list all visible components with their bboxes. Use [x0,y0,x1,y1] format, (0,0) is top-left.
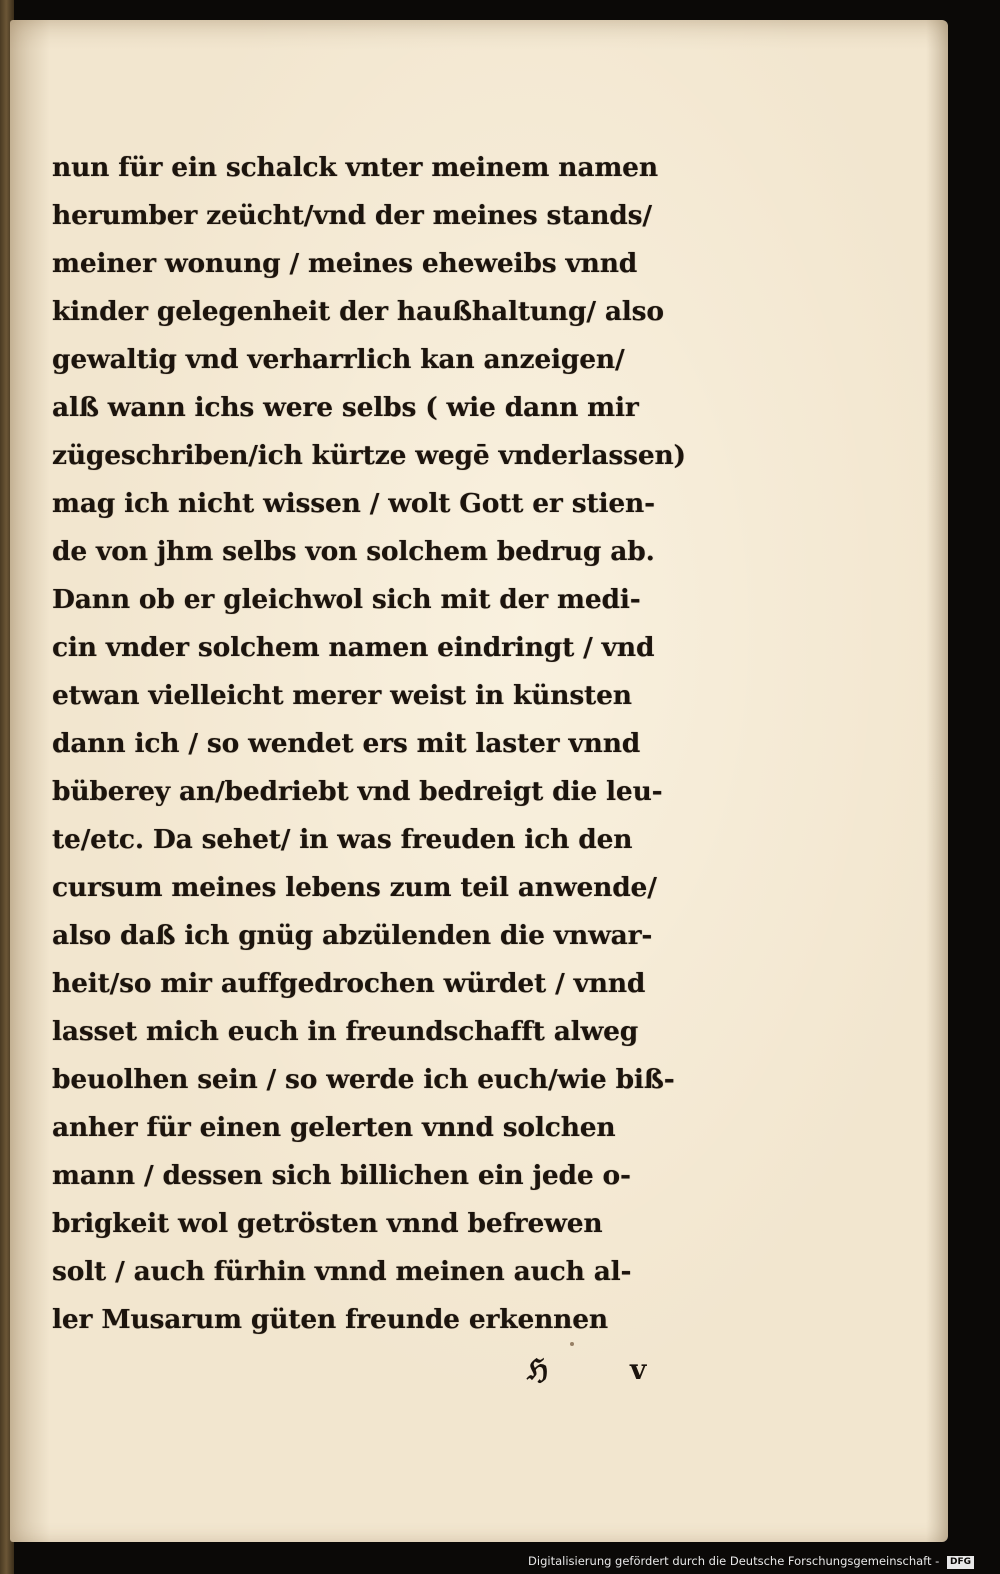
text-line: gewaltig vnd verharrlich kan anzeigen/ [52,344,625,375]
text-line: ler Musarum güten freunde erkennen [52,1304,608,1335]
text-line: beuolhen sein / so werde ich euch/wie biß- [52,1064,675,1095]
digitization-credit [528,1553,974,1569]
text-line: alß wann ichs were selbs ( wie dann mir [52,392,639,423]
text-line: meiner wonung / meines eheweibs vnnd [52,248,638,279]
text-line: etwan vielleicht merer weist in künsten [52,680,632,711]
text-line: dann ich / so wendet ers mit laster vnnd [52,728,641,759]
text-line: Dann ob er gleichwol sich mit der medi- [52,584,641,615]
text-line: solt / auch fürhin vnnd meinen auch al- [52,1256,632,1287]
text-line: büberey an/bedriebt vnd bedreigt die leu- [52,776,663,807]
catchword: v [630,1353,647,1386]
text-line: herumber zeücht/vnd der meines stands/ [52,200,652,231]
text-line: mag ich nicht wissen / wolt Gott er stien- [52,488,655,519]
text-line: heit/so mir auffgedrochen würdet / vnnd [52,968,646,999]
text-line: kinder gelegenheit der haußhaltung/ also [52,296,664,327]
text-line: brigkeit wol getrösten vnnd befrewen [52,1208,603,1239]
text-line: te/etc. Da sehet/ in was freuden ich den [52,824,633,855]
text-line: de von jhm selbs von solchem bedrug ab. [52,536,655,567]
text-line: mann / dessen sich billichen ein jede o- [52,1160,631,1191]
text-line: nun für ein schalck vnter meinem namen [52,152,658,183]
text-line: lasset mich euch in freundschafft alweg [52,1016,639,1047]
signature-line [52,1348,752,1392]
dfg-logo: DFG [947,1556,974,1569]
text-line: cursum meines lebens zum teil anwende/ [52,872,657,903]
text-line: cin vnder solchem namen eindringt / vnd [52,632,655,663]
signature-mark: ℌ [527,1353,549,1386]
credit-text: Digitalisierung gefördert durch die Deutsche Forschungsgemeinschaft - [528,1554,940,1568]
text-line: anher für einen gelerten vnnd solchen [52,1112,616,1143]
text-line: zügeschriben/ich kürtze wegē vnderlassen) [52,440,686,471]
book-page [10,20,948,1542]
text-line: also daß ich gnüg abzülenden die vnwar- [52,920,653,951]
page-text-block [52,144,752,1344]
